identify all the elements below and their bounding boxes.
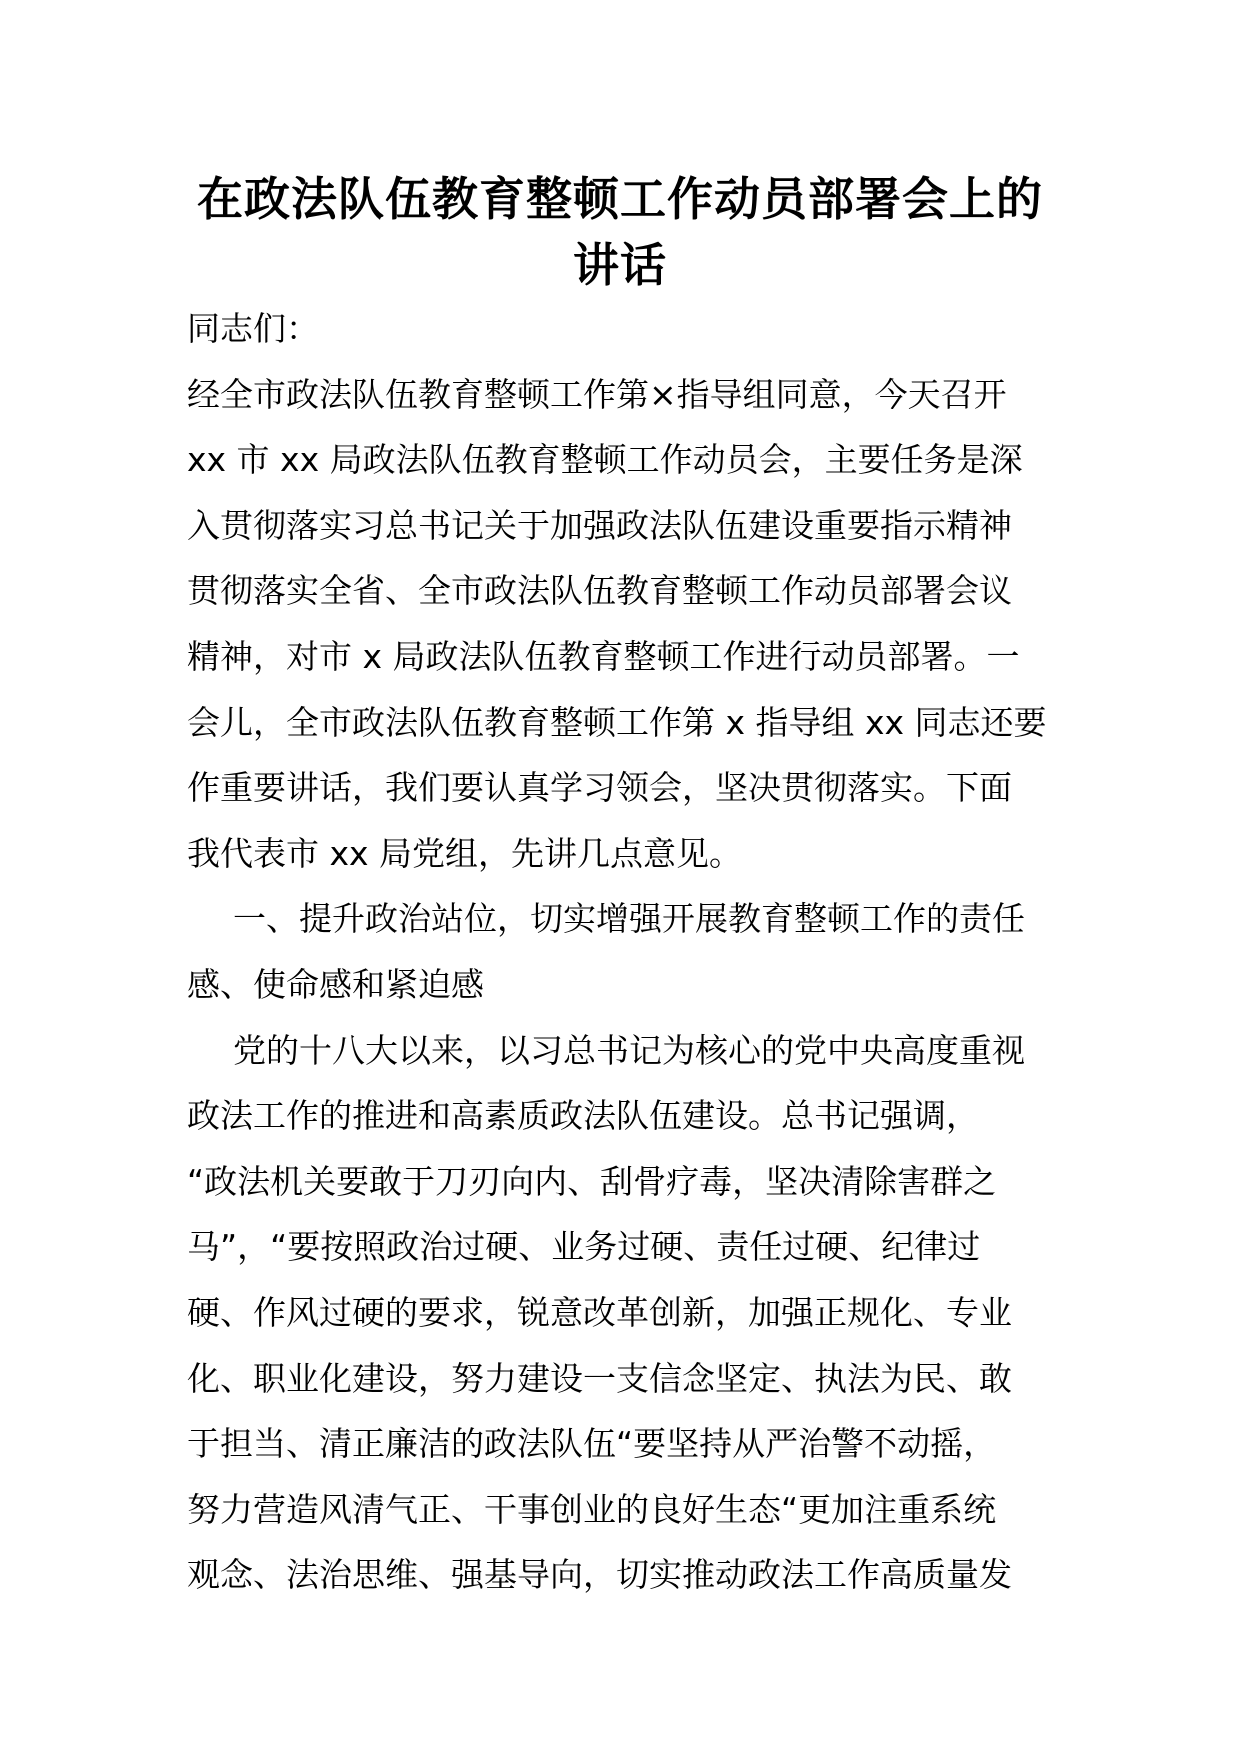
paragraph-1-line: 经全市政法队伍教育整顿工作第×指导组同意，今天召开 <box>187 374 1007 414</box>
paragraph-1-line: 精神，对市 x 局政法队伍教育整顿工作进行动员部署。一 <box>187 636 1020 676</box>
document-body <box>187 296 1057 1608</box>
paragraph-2-line: 观念、法治思维、强基导向，切实推动政法工作高质量发 <box>187 1555 1012 1595</box>
paragraph-2-line: 马”，“要按照政治过硬、业务过硬、责任过硬、纪律过 <box>187 1227 981 1267</box>
paragraph-1-line: 作重要讲话，我们要认真学习领会，坚决贯彻落实。下面 <box>187 768 1012 808</box>
paragraph-1-line: 入贯彻落实习总书记关于加强政法队伍建设重要指示精神 <box>187 505 1012 545</box>
greeting: 同志们： <box>187 309 319 348</box>
document-title <box>150 166 1090 298</box>
paragraph-1-line: 会儿，全市政法队伍教育整顿工作第 x 指导组 xx 同志还要 <box>187 702 1047 742</box>
paragraph-2-line: “政法机关要敢于刀刃向内、刮骨疗毒，坚决清除害群之 <box>187 1161 997 1201</box>
section-heading-1 <box>187 886 1057 1017</box>
paragraph-2 <box>187 1018 1057 1608</box>
paragraph-2-line: 努力营造风清气正、干事创业的良好生态“更加注重系统 <box>187 1489 997 1529</box>
paragraph-1-line: 我代表市 xx 局党组，先讲几点意见。 <box>187 833 743 873</box>
paragraph-2-line: 政法工作的推进和高素质政法队伍建设。总书记强调， <box>187 1096 979 1136</box>
paragraph-1-line: xx 市 xx 局政法队伍教育整顿工作动员会，主要任务是深 <box>187 440 1023 480</box>
paragraph-2-line: 硬、作风过硬的要求，锐意改革创新，加强正规化、专业 <box>187 1292 1012 1332</box>
title-line-2: 讲话 <box>573 238 667 292</box>
section-heading-line: 感、使命感和紧迫感 <box>187 964 484 1004</box>
paragraph-1 <box>187 362 1057 887</box>
title-line-1: 在政法队伍教育整顿工作动员部署会上的 <box>197 172 1043 226</box>
paragraph-2-line: 于担当、清正廉洁的政法队伍“要坚持从严治警不动摇， <box>187 1424 997 1464</box>
section-heading-line: 一、提升政治站位，切实增强开展教育整顿工作的责任 <box>233 899 1025 939</box>
paragraph-1-line: 贯彻落实全省、全市政法队伍教育整顿工作动员部署会议 <box>187 571 1012 611</box>
paragraph-2-line: 党的十八大以来，以习总书记为核心的党中央高度重视 <box>233 1030 1025 1070</box>
paragraph-2-line: 化、职业化建设，努力建设一支信念坚定、执法为民、敢 <box>187 1358 1012 1398</box>
